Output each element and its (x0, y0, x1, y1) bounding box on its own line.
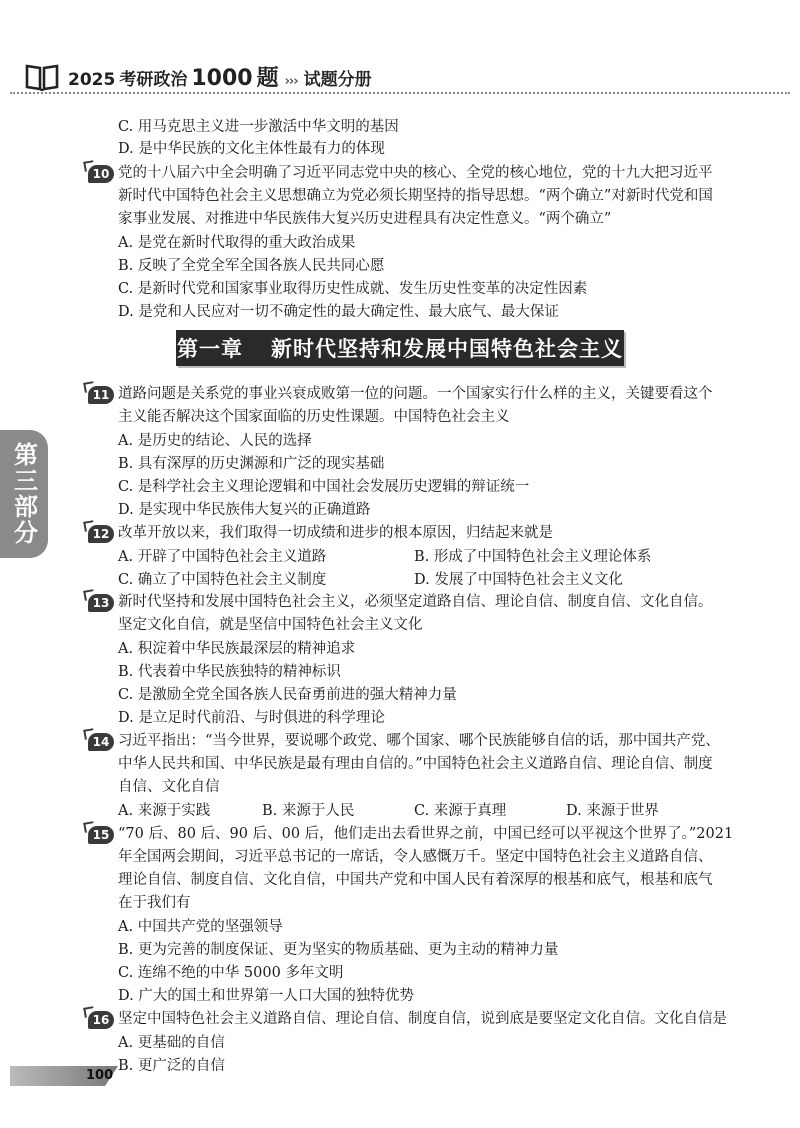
answer-option: C. 是新时代党和国家事业取得历史性成就、发生历史性变革的决定性因素 (118, 281, 588, 297)
question-text-line: 理论自信、制度自信、文化自信，中国共产党和中国人民有着深厚的根基和底气，根基和底气 (118, 872, 713, 888)
answer-option: A. 更基础的自信 (118, 1035, 225, 1051)
question-text-line: 新时代坚持和发展中国特色社会主义，必须坚定道路自信、理论自信、制度自信、文化自信。 (118, 594, 713, 610)
answer-option: C. 连绵不绝的中华 5000 多年文明 (118, 965, 344, 981)
answer-option: B. 具有深厚的历史渊源和广泛的现实基础 (118, 456, 385, 472)
chapter-banner (176, 330, 624, 366)
question-text-line: 党的十八届六中全会明确了习近平同志党中央的核心、全党的核心地位，党的十九大把习近平 (118, 165, 713, 181)
question-number-badge: 11 (88, 386, 114, 404)
title-year: 2025 (68, 69, 116, 90)
answer-option: A. 是党在新时代取得的重大政治成果 (118, 235, 356, 251)
header-divider (10, 92, 790, 94)
answer-option: D. 是党和人民应对一切不确定性的最大确定性、最大底气、最大保证 (118, 304, 559, 320)
answer-option: C. 确立了中国特色社会主义制度 (118, 572, 327, 588)
chapter-number: 第一章 (177, 337, 243, 361)
answer-option: B. 形成了中国特色社会主义理论体系 (414, 549, 652, 565)
carryover-option: D. 是中华民族的文化主体性最有力的体现 (118, 141, 385, 157)
title-part2: 题 (256, 65, 279, 91)
section-side-tab (0, 430, 48, 558)
book-title (68, 61, 372, 92)
question-text-line: 习近平指出：“当今世界，要说哪个政党、哪个国家、哪个民族能够自信的话，那中国共产党、 (118, 733, 720, 749)
answer-option: B. 更为完善的制度保证、更为坚实的物质基础、更为主动的精神力量 (118, 942, 559, 958)
answer-option: B. 更广泛的自信 (118, 1058, 225, 1074)
carryover-option: C. 用马克思主义进一步激活中华文明的基因 (118, 119, 399, 135)
question-number-badge: 10 (88, 165, 114, 183)
question-text-line: 年全国两会期间，习近平总书记的一席话，令人感慨万千。坚定中国特色社会主义道路自信、 (118, 849, 713, 865)
question-number-badge: 14 (88, 733, 114, 751)
question-text-line: 改革开放以来，我们取得一切成绩和进步的根本原因，归结起来就是 (118, 525, 553, 541)
answer-option: A. 积淀着中华民族最深层的精神追求 (118, 641, 356, 657)
question-text-line: “70 后、80 后、90 后、00 后，他们走出去看世界之前，中国已经可以平视这个世界了。”2021 (118, 826, 734, 842)
answer-option: B. 来源于人民 (262, 803, 355, 819)
question-text-line: 家事业发展、对推进中华民族伟大复兴历史进程具有决定性意义。“两个确立” (118, 211, 612, 227)
question-number-badge: 12 (88, 525, 114, 543)
title-part1: 考研政治 (119, 69, 188, 90)
question-number-badge: 15 (88, 826, 114, 844)
question-text-line: 坚定文化自信，就是坚信中国特色社会主义文化 (118, 617, 423, 633)
title-subtitle: 试题分册 (303, 69, 372, 90)
answer-option: C. 来源于真理 (414, 803, 507, 819)
answer-option: D. 来源于世界 (566, 803, 659, 819)
answer-option: A. 是历史的结论、人民的选择 (118, 433, 312, 449)
open-book-icon (24, 61, 60, 91)
question-text-line: 自信、文化自信 (118, 779, 220, 795)
page-header (24, 58, 372, 94)
title-separator: ››› (284, 73, 298, 89)
answer-option: C. 是科学社会主义理论逻辑和中国社会发展历史逻辑的辩证统一 (118, 479, 530, 495)
answer-option: A. 中国共产党的坚强领导 (118, 919, 283, 935)
answer-option: C. 是激励全党全国各族人民奋勇前进的强大精神力量 (118, 687, 457, 703)
page-number: 100 (86, 1068, 114, 1083)
answer-option: A. 开辟了中国特色社会主义道路 (118, 549, 327, 565)
answer-option: D. 广大的国土和世界第一人口大国的独特优势 (118, 988, 414, 1004)
question-text-line: 新时代中国特色社会主义思想确立为党必须长期坚持的指导思想。“两个确立”对新时代党和国 (118, 188, 713, 204)
question-text-line: 坚定中国特色社会主义道路自信、理论自信、制度自信，说到底是要坚定文化自信。文化自信是 (118, 1011, 727, 1027)
answer-option: B. 代表着中华民族独特的精神标识 (118, 664, 341, 680)
question-number-badge: 16 (88, 1011, 114, 1029)
question-text-line: 中华人民共和国、中华民族是最有理由自信的。”中国特色社会主义道路自信、理论自信、制度 (118, 756, 713, 772)
chapter-title: 新时代坚持和发展中国特色社会主义 (271, 337, 623, 361)
question-text-line: 主义能否解决这个国家面临的历史性课题。中国特色社会主义 (118, 409, 510, 425)
question-text-line: 道路问题是关系党的事业兴衰成败第一位的问题。一个国家实行什么样的主义，关键要看这个 (118, 386, 713, 402)
question-number-badge: 13 (88, 594, 114, 612)
question-text-line: 在于我们有 (118, 895, 191, 911)
answer-option: D. 是实现中华民族伟大复兴的正确道路 (118, 502, 371, 518)
answer-option: D. 是立足时代前沿、与时俱进的科学理论 (118, 710, 385, 726)
answer-option: D. 发展了中国特色社会主义文化 (414, 572, 623, 588)
side-tab-label: 第三部分 (9, 442, 38, 546)
title-number: 1000 (191, 65, 253, 91)
answer-option: B. 反映了全党全军全国各族人民共同心愿 (118, 258, 385, 274)
answer-option: A. 来源于实践 (118, 803, 211, 819)
